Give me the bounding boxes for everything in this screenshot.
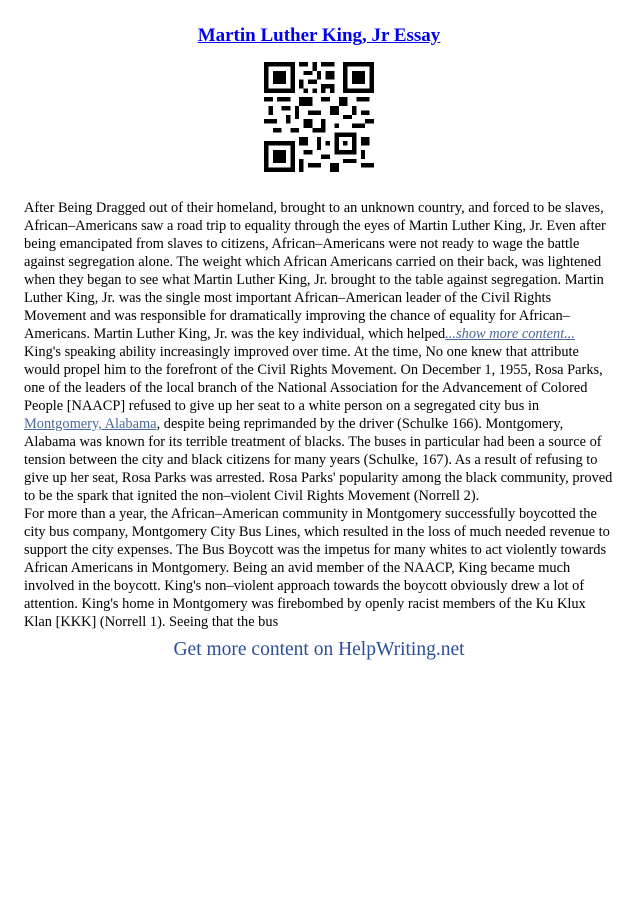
- qr-code: [264, 62, 374, 172]
- title-link[interactable]: Martin Luther King, Jr Essay: [197, 25, 441, 46]
- show-more-link[interactable]: ...show more content...: [445, 326, 576, 342]
- paragraph-text: King's speaking ability increasingly improved over time. At the time, No one knew that attribute would propel him to the forefront of the Civil Rights Movement. On December 1, 1955, Rosa Parks, one of the leaders of the local branch of the National Association for the Advancement of Colored People [NAACP] refused to give up her seat to a white person on a segregated city bus in: [24, 344, 603, 414]
- footer: [0, 638, 638, 662]
- paragraph-text: After Being Dragged out of their homeland, brought to an unknown country, and forced to be slaves, African–Americans saw a road trip to equality through the eyes of Martin Luther King, Jr. Even after being emancipated from slaves to citizens, African–Americans were not ready to wage the battle against segregation alone. The weight which African Americans carried on their back, was lightened when they began to see what Martin Luther King, Jr. brought to the table against segregation. Martin Luther King, Jr. was the single most important African–American leader of the Civil Rights Movement and was responsible for dramatically improving the chance of equality for African–Americans. Martin Luther King, Jr. was the key individual, which helped: [24, 200, 606, 342]
- essay-body: [24, 199, 616, 631]
- paragraph: [24, 199, 616, 343]
- montgomery-alabama-link[interactable]: Montgomery, Alabama: [24, 416, 157, 432]
- paragraph-text: , despite being reprimanded by the driver (Schulke 166). Montgomery, Alabama was known for its terrible treatment of blacks. The buses in particular had been a source of tension between the city and black citizens for many years (Schulke, 167). As a result of refusing to give up her seat, Rosa Parks was arrested. Rosa Parks' popularity among the black community, proved to be the spark that ignited the non–violent Civil Rights Movement (Norrell 2).: [24, 416, 613, 504]
- paragraph: [24, 505, 616, 631]
- helpwriting-link[interactable]: Get more content on HelpWriting.net: [173, 639, 465, 660]
- paragraph: [24, 343, 616, 505]
- page-title: [0, 24, 638, 48]
- paragraph-text: For more than a year, the African–American community in Montgomery successfully boycotted the city bus company, Montgomery City Bus Lines, which resulted in the loss of much needed revenue to support the city expenses. The Bus Boycott was the impetus for many whites to act violently towards African Americans in Montgomery. Being an avid member of the NAACP, King became much involved in the boycott. King's non–violent approach towards the boycott obviously drew a lot of attention. King's home in Montgomery was firebombed by openly racist members of the Ku Klux Klan [KKK] (Norrell 1). Seeing that the bus: [24, 506, 610, 630]
